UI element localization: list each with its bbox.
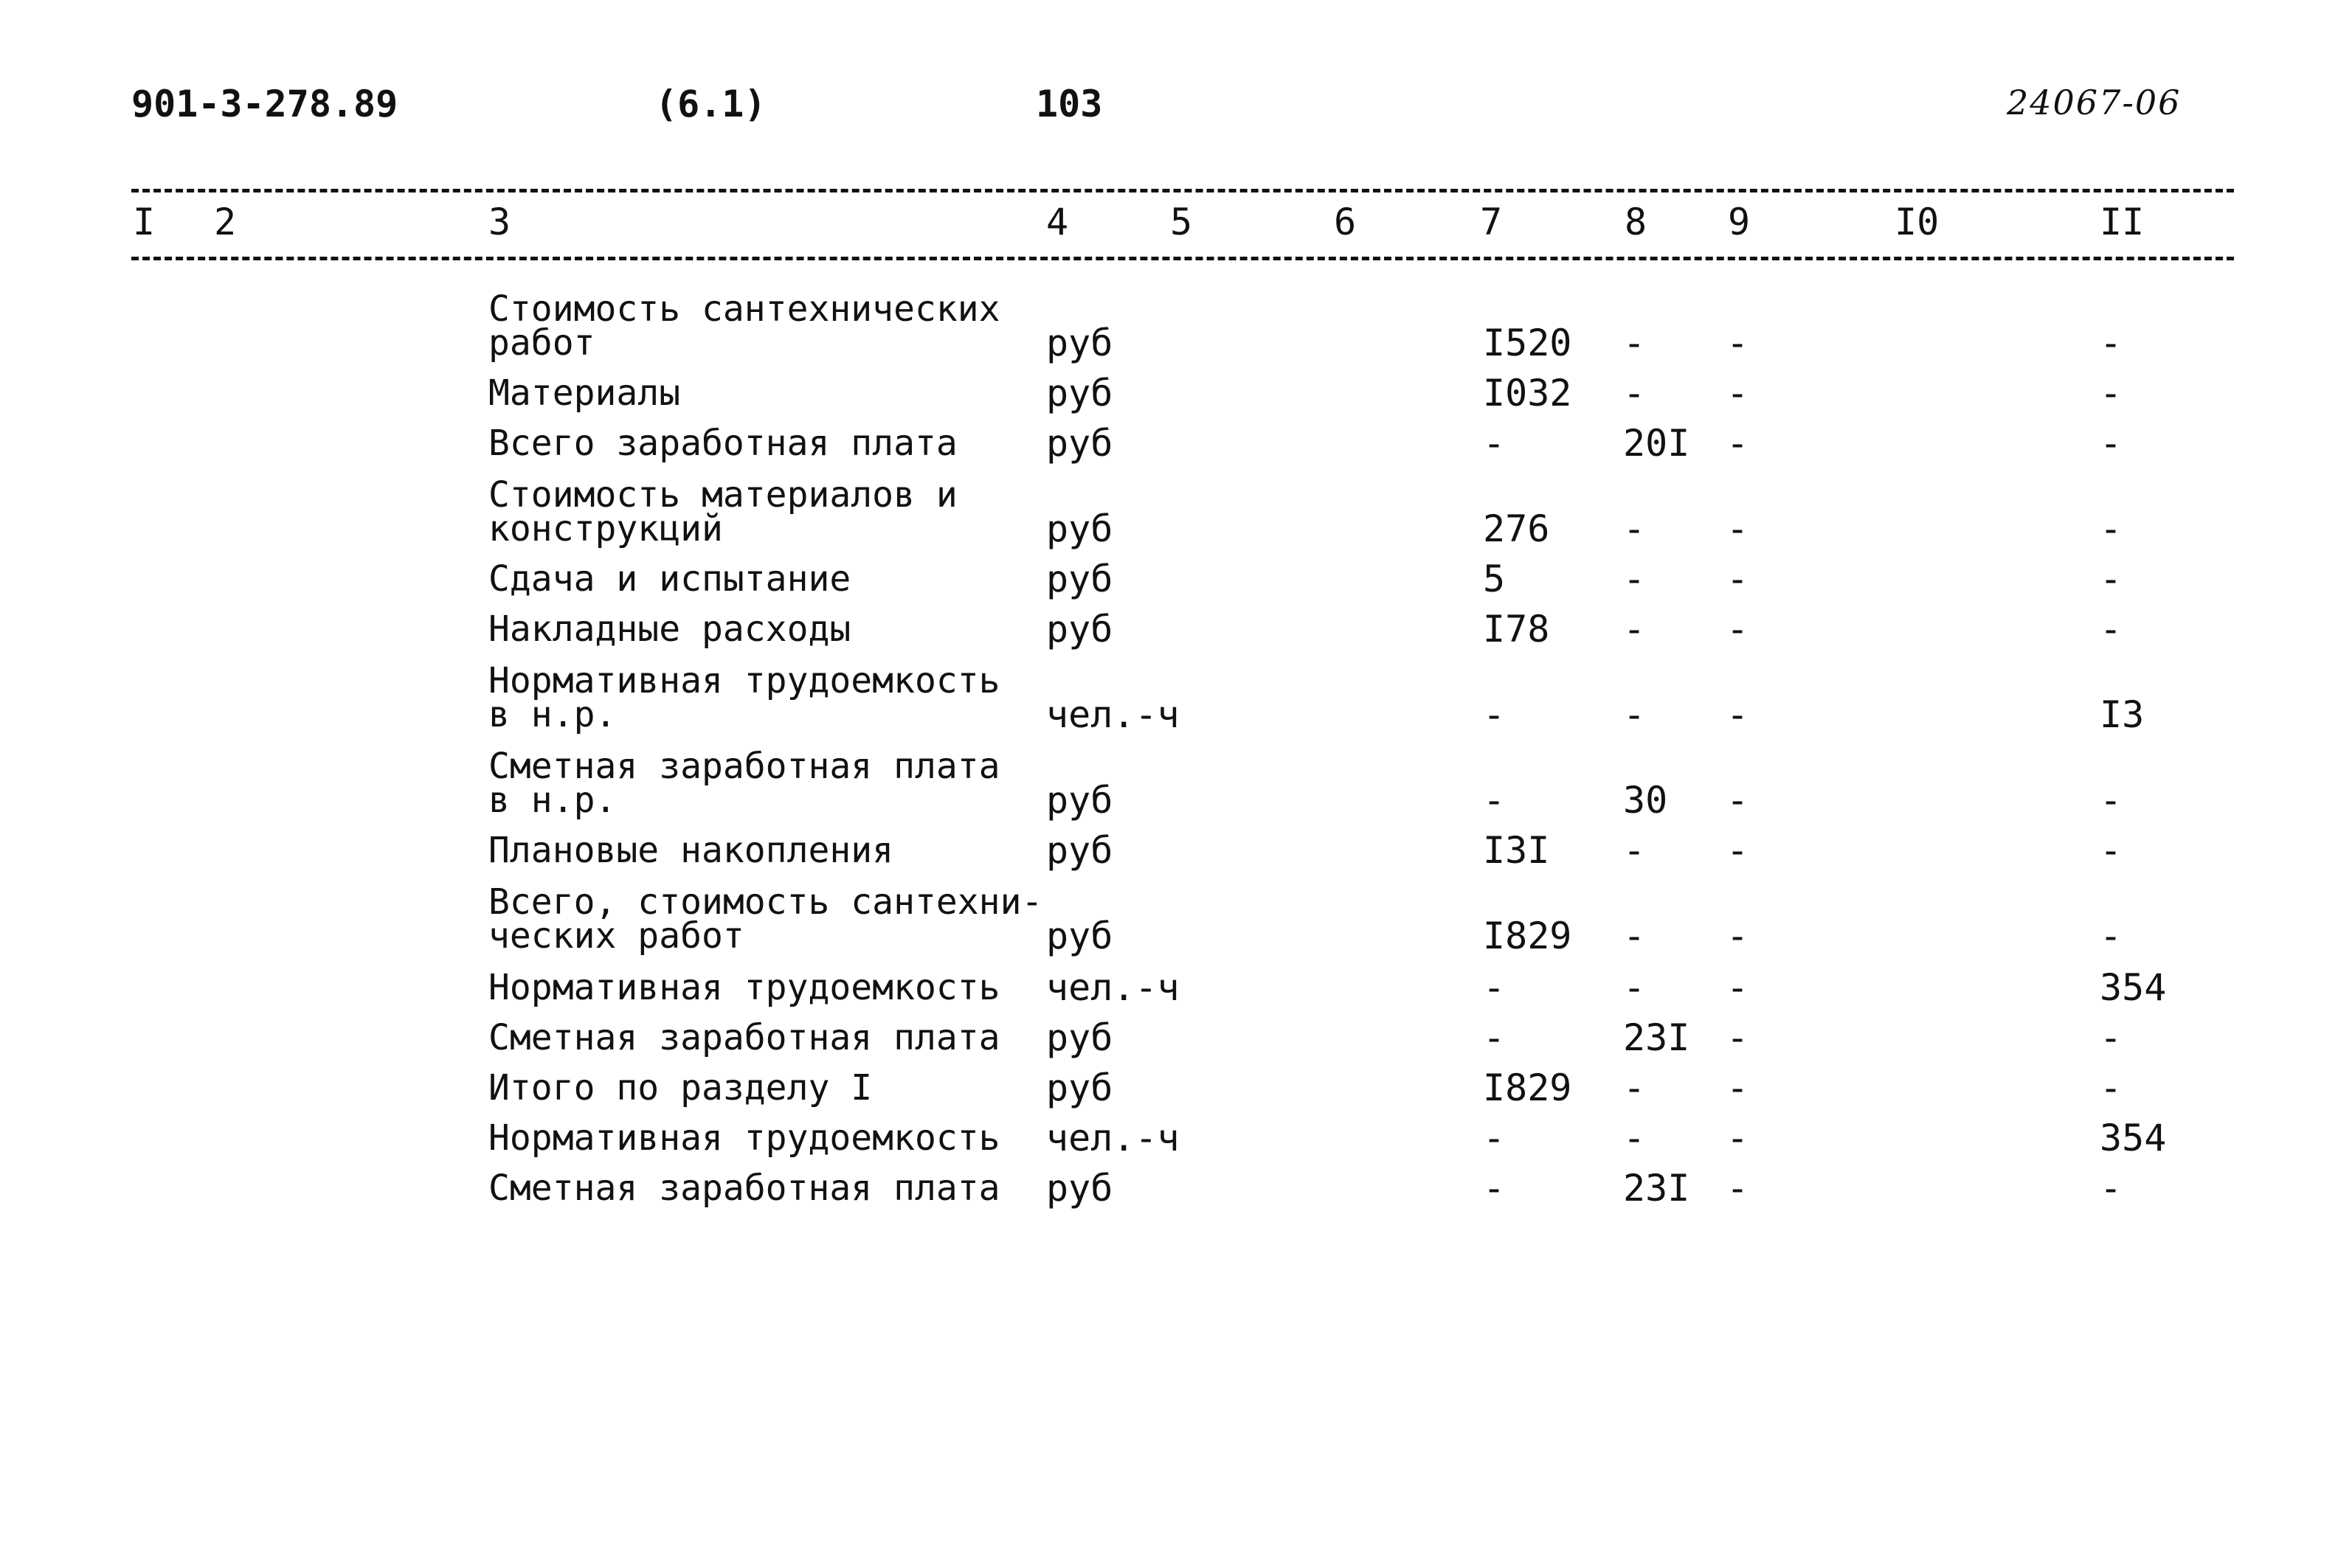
row-col11-value: - — [2100, 829, 2123, 872]
row-col8-value: - — [1623, 608, 1646, 651]
row-col11-value: 354 — [2100, 1117, 2167, 1159]
column-number-1: I — [133, 201, 156, 243]
row-label: Итого по разделу I — [488, 1067, 873, 1109]
row-col11-value: - — [2100, 558, 2123, 600]
row-col8-value: - — [1623, 693, 1646, 736]
row-col11-value: - — [2100, 422, 2123, 465]
row-col7-value: - — [1483, 966, 1506, 1009]
row-label: Сметная заработная плата — [488, 1168, 1000, 1209]
row-col8-value: 20I — [1623, 422, 1690, 465]
column-number-7: 7 — [1480, 201, 1503, 243]
row-col11-value: - — [2100, 372, 2123, 414]
row-col7-value: I829 — [1483, 915, 1572, 957]
row-col9-value: - — [1726, 322, 1749, 364]
column-number-8: 8 — [1625, 201, 1647, 243]
row-col9-value: - — [1726, 422, 1749, 465]
row-unit: руб — [1046, 322, 1113, 364]
row-col11-value: I3 — [2100, 693, 2145, 736]
row-unit: чел.-ч — [1046, 1117, 1180, 1159]
row-col7-value: I3I — [1483, 829, 1550, 872]
inventory-number: 24067-06 — [2007, 83, 2182, 122]
row-unit: руб — [1046, 829, 1113, 872]
row-label: Материалы — [488, 372, 681, 414]
row-label: Сметная заработная плата — [488, 1017, 1000, 1058]
row-unit: руб — [1046, 1066, 1113, 1109]
row-col7-value: - — [1483, 1167, 1506, 1210]
row-unit: руб — [1046, 779, 1113, 822]
row-unit: руб — [1046, 915, 1113, 957]
row-label: Стоимость материалов и конструкций — [488, 474, 958, 549]
row-unit: чел.-ч — [1046, 966, 1180, 1009]
row-col9-value: - — [1726, 779, 1749, 822]
row-col7-value: - — [1483, 693, 1506, 736]
row-col9-value: - — [1726, 372, 1749, 414]
row-col8-value: - — [1623, 1117, 1646, 1159]
row-col11-value: 354 — [2100, 966, 2167, 1009]
row-unit: руб — [1046, 372, 1113, 414]
row-col9-value: - — [1726, 558, 1749, 600]
row-col8-value: - — [1623, 829, 1646, 872]
row-label: Нормативная трудоемкость в н.р. — [488, 660, 1000, 735]
row-col8-value: - — [1623, 507, 1646, 550]
row-label: Нормативная трудоемкость — [488, 1117, 1000, 1159]
column-number-3: 3 — [488, 201, 511, 243]
row-col7-value: 5 — [1483, 558, 1506, 600]
row-label: Всего, стоимость сантехни- ческих работ — [488, 881, 1043, 957]
row-col9-value: - — [1726, 829, 1749, 872]
row-col8-value: - — [1623, 1066, 1646, 1109]
row-col8-value: - — [1623, 558, 1646, 600]
row-col8-value: 23I — [1623, 1016, 1690, 1059]
column-number-6: 6 — [1334, 201, 1357, 243]
row-col7-value: - — [1483, 779, 1506, 822]
row-col9-value: - — [1726, 1167, 1749, 1210]
row-col7-value: - — [1483, 1016, 1506, 1059]
row-col7-value: - — [1483, 1117, 1506, 1159]
column-number-5: 5 — [1170, 201, 1193, 243]
row-col11-value: - — [2100, 1016, 2123, 1059]
row-col8-value: - — [1623, 915, 1646, 957]
row-col11-value: - — [2100, 322, 2123, 364]
row-col8-value: 23I — [1623, 1167, 1690, 1210]
row-unit: чел.-ч — [1046, 693, 1180, 736]
row-label: Нормативная трудоемкость — [488, 967, 1000, 1008]
row-col9-value: - — [1726, 1016, 1749, 1059]
row-col11-value: - — [2100, 608, 2123, 651]
row-col9-value: - — [1726, 1066, 1749, 1109]
top-dashed-rule — [131, 189, 2234, 192]
row-col9-value: - — [1726, 693, 1749, 736]
row-col8-value: - — [1623, 966, 1646, 1009]
row-unit: руб — [1046, 608, 1113, 651]
row-col11-value: - — [2100, 1066, 2123, 1109]
row-col11-value: - — [2100, 507, 2123, 550]
album-number: (6.1) — [655, 83, 767, 125]
row-col11-value: - — [2100, 779, 2123, 822]
row-col8-value: 30 — [1623, 779, 1668, 822]
row-unit: руб — [1046, 1016, 1113, 1059]
row-col8-value: - — [1623, 372, 1646, 414]
row-col9-value: - — [1726, 1117, 1749, 1159]
row-col8-value: - — [1623, 322, 1646, 364]
column-number-9: 9 — [1728, 201, 1751, 243]
row-label: Всего заработная плата — [488, 423, 958, 464]
row-label: Плановые накопления — [488, 830, 894, 871]
row-unit: руб — [1046, 558, 1113, 600]
row-unit: руб — [1046, 422, 1113, 465]
row-unit: руб — [1046, 507, 1113, 550]
column-number-4: 4 — [1046, 201, 1069, 243]
row-col7-value: I78 — [1483, 608, 1550, 651]
row-col7-value: I520 — [1483, 322, 1572, 364]
row-col11-value: - — [2100, 1167, 2123, 1210]
row-col11-value: - — [2100, 915, 2123, 957]
row-col9-value: - — [1726, 966, 1749, 1009]
column-number-2: 2 — [214, 201, 237, 243]
column-number-10: I0 — [1895, 201, 1940, 243]
row-label: Стоимость сантехнических работ — [488, 288, 1000, 364]
document-code: 901-3-278.89 — [131, 83, 398, 125]
page-number: 103 — [1036, 83, 1103, 125]
row-label: Накладные расходы — [488, 608, 851, 650]
row-col9-value: - — [1726, 915, 1749, 957]
row-col7-value: I829 — [1483, 1066, 1572, 1109]
row-label: Сметная заработная плата в н.р. — [488, 746, 1000, 821]
row-col7-value: I032 — [1483, 372, 1572, 414]
row-label: Сдача и испытание — [488, 558, 851, 600]
row-col7-value: 276 — [1483, 507, 1550, 550]
bottom-dashed-rule — [131, 257, 2234, 260]
column-number-11: II — [2100, 201, 2145, 243]
row-col9-value: - — [1726, 608, 1749, 651]
row-col7-value: - — [1483, 422, 1506, 465]
row-unit: руб — [1046, 1167, 1113, 1210]
row-col9-value: - — [1726, 507, 1749, 550]
